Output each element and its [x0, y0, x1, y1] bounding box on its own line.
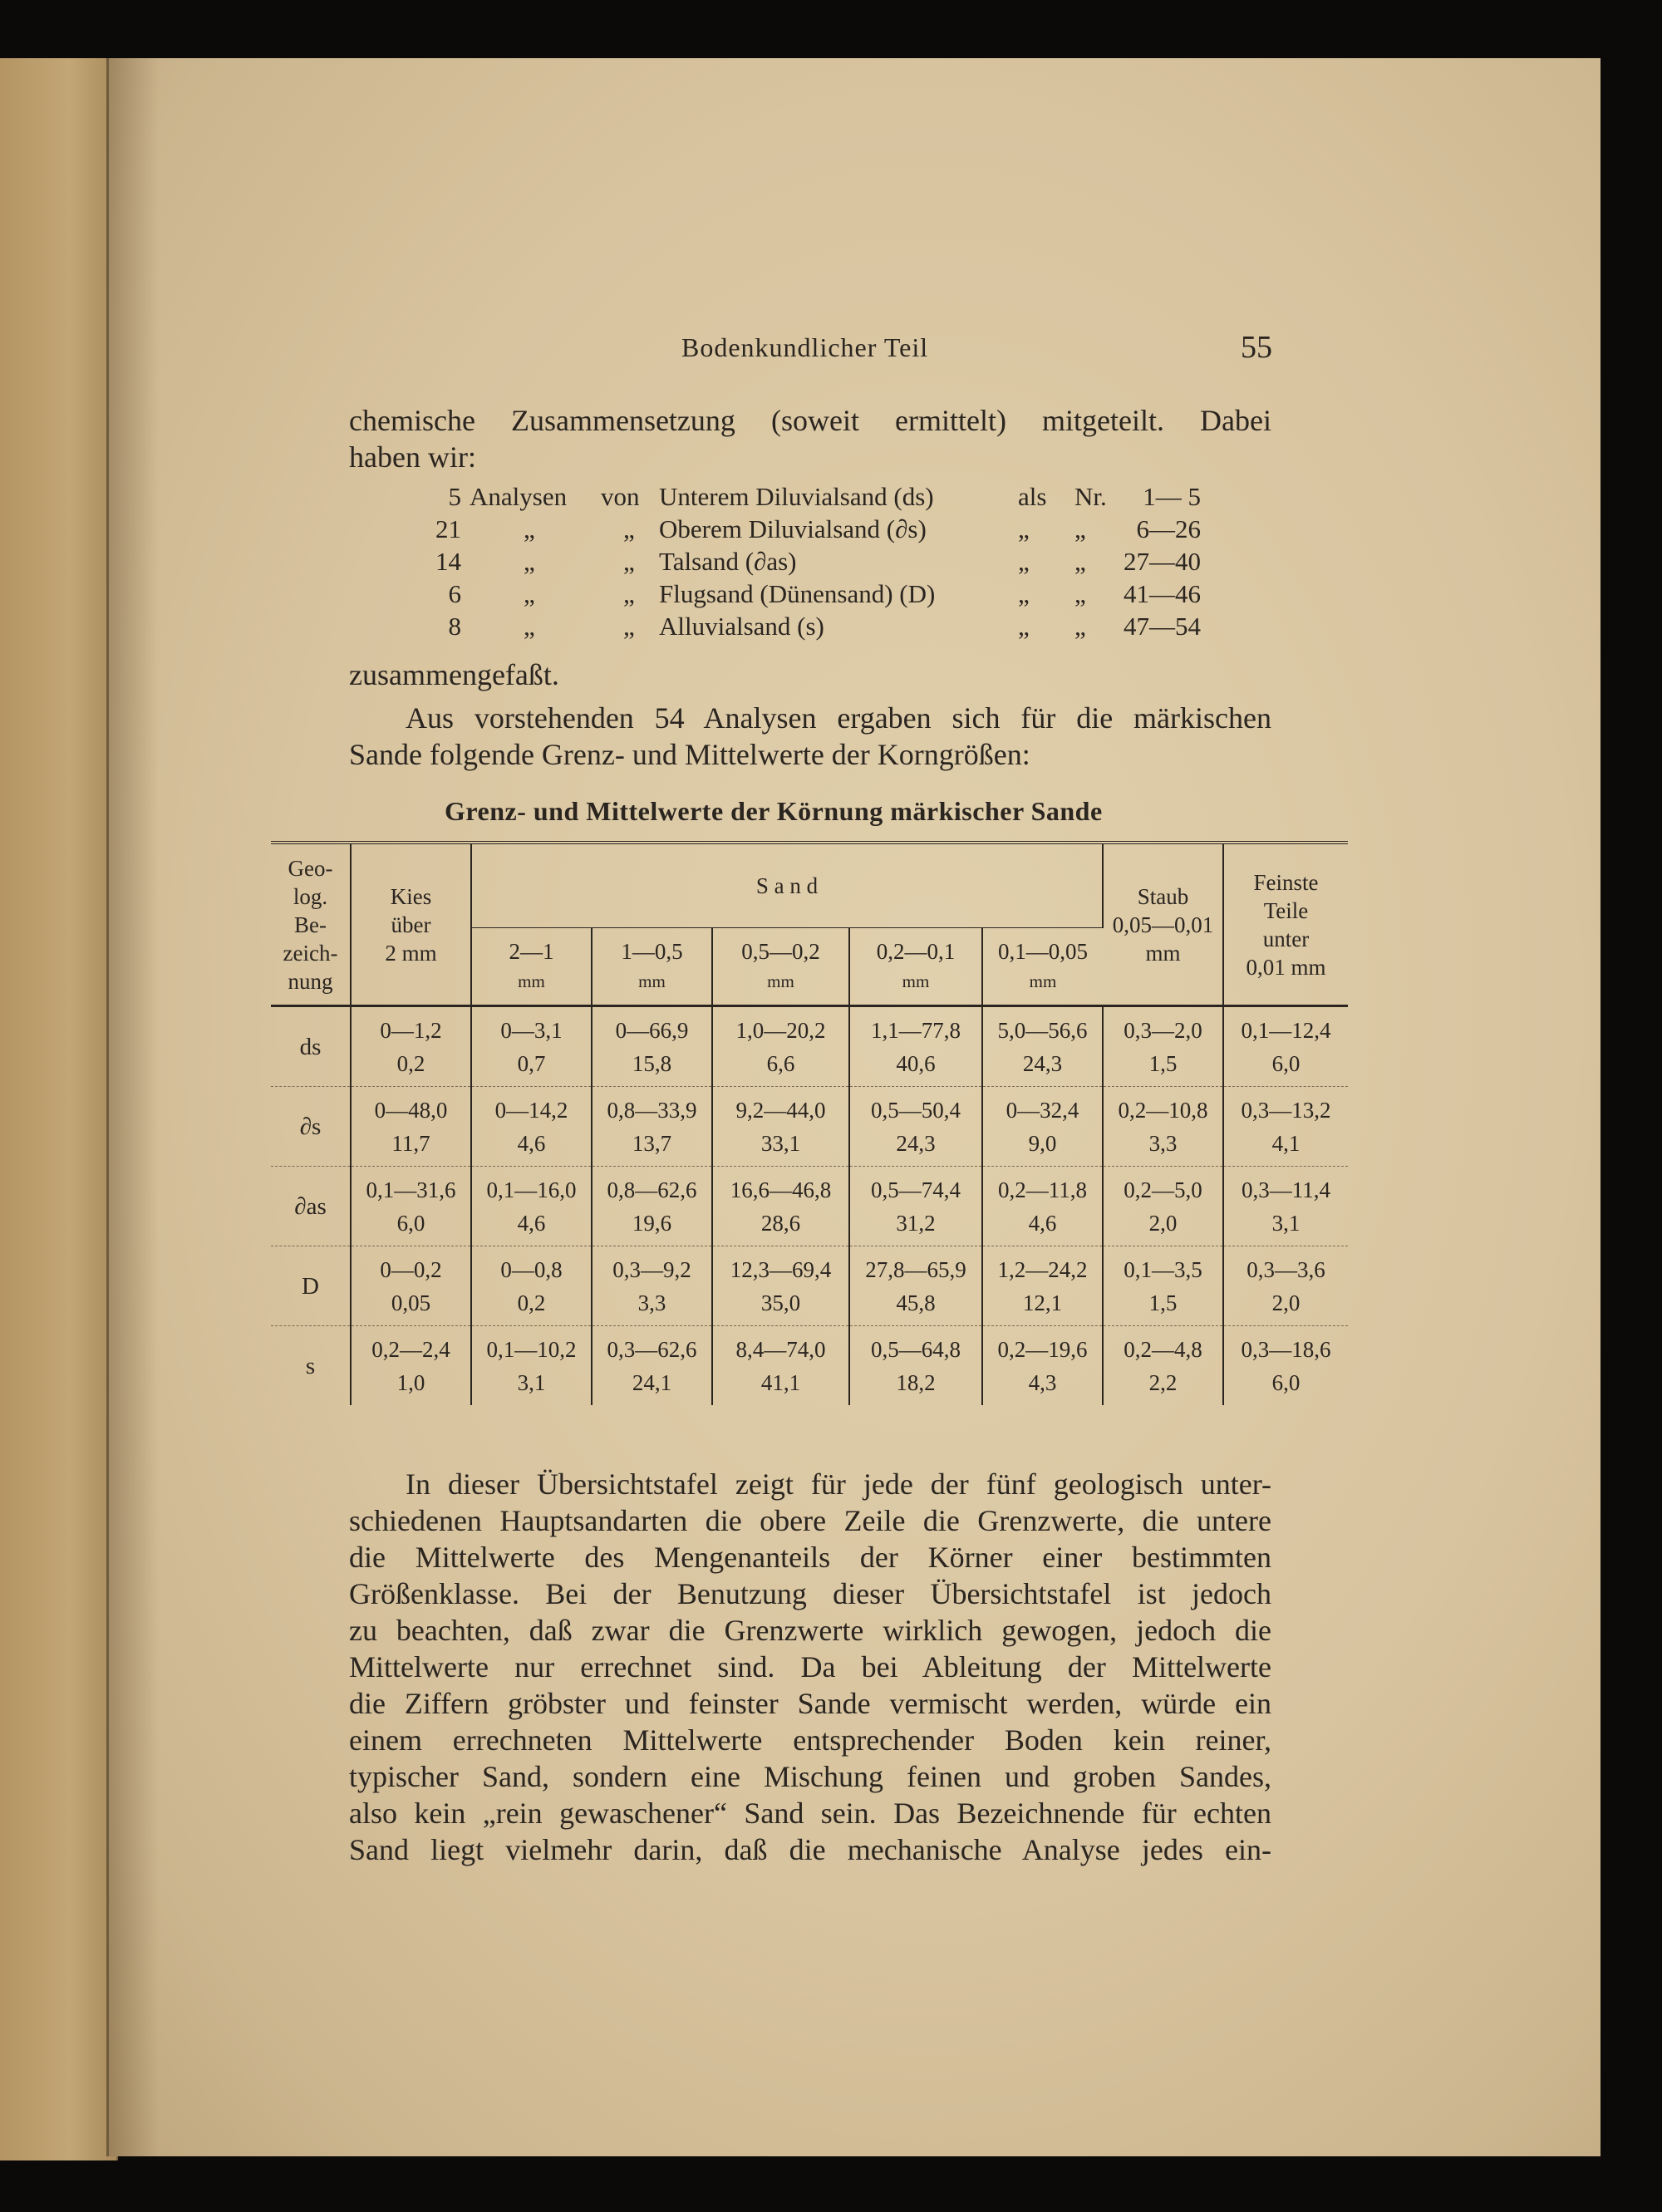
header-sand-02-01: 0,2—0,1 mm [849, 928, 982, 1006]
para2-line-2: Sande folgende Grenz- und Mittelwerte der Korngrößen: [349, 738, 1030, 771]
table-title: Grenz- und Mittelwerte der Körnung märkischer Sande [445, 796, 1103, 826]
page-number: 55 [1241, 330, 1272, 365]
row-label: s [271, 1326, 351, 1406]
intro-line-1: chemische Zusammensetzung (soweit ermittelt) mitgeteilt. Dabei [349, 404, 1271, 437]
running-header: Bodenkundlicher Teil [681, 332, 929, 362]
header-kies: Kies über 2 mm [351, 843, 471, 1006]
intro-line-2: haben wir: [349, 440, 476, 474]
intro-paragraph [349, 402, 1271, 475]
header-staub: Staub 0,05—0,01 mm [1103, 843, 1223, 1006]
para3-line: Sand liegt vielmehr darin, daß die mechanische Analyse jedes ein- [349, 1833, 1271, 1866]
header-sand: S a n d [471, 843, 1103, 928]
left-page-edge [0, 58, 118, 2160]
para3-line: Größenklasse. Bei der Benutzung dieser Übersichtstafel ist jedoch [349, 1577, 1271, 1610]
table-row: ∂as 0,1—31,6 6,0 0,1—16,0 4,6 0,8—62,6 19,6 16,6—46,8 28,6 0,5—74,4 31,2 0,2—11,8 4,6 0,2—5,0 2,0 0,3—11,4 3,1 [271, 1167, 1348, 1246]
para3-line: die Mittelwerte des Mengenanteils der Körner einer bestimmten [349, 1541, 1271, 1574]
para3-line: Mittelwerte nur errechnet sind. Da bei Ableitung der Mittelwerte [349, 1650, 1271, 1684]
paragraph-2 [349, 700, 1271, 773]
header-feinste: Feinste Teile unter 0,01 mm [1223, 843, 1348, 1006]
header-sand-05-02: 0,5—0,2 mm [712, 928, 849, 1006]
table-row: s 0,2—2,4 1,0 0,1—10,2 3,1 0,3—62,6 24,1 8,4—74,0 41,1 0,5—64,8 18,2 0,2—19,6 4,3 0,2—4,8 2,2 0,3—18,6 6,0 [271, 1326, 1348, 1406]
para3-line: also kein „rein gewaschener“ Sand sein. Das Bezeichnende für echten [349, 1797, 1271, 1830]
grain-size-table [271, 841, 1348, 1405]
para3-line: schiedenen Hauptsandarten die obere Zeile die Grenzwerte, die untere [349, 1504, 1271, 1537]
header-sand-2-1: 2—1 mm [471, 928, 592, 1006]
header-sand-1-05: 1—0,5 mm [592, 928, 712, 1006]
para3-line: die Ziffern gröbster und feinster Sande vermischt werden, würde ein [349, 1687, 1271, 1720]
row-label: ∂s [271, 1087, 351, 1167]
para3-line: zu beachten, daß zwar die Grenzwerte wirklich gewogen, jedoch die [349, 1614, 1271, 1647]
header-geolog: Geo- log. Be- zeich- nung [271, 843, 351, 1006]
para3-line: In dieser Übersichtstafel zeigt für jede der fünf geologisch unter- [406, 1467, 1271, 1501]
header-sand-01-005: 0,1—0,05 mm [982, 928, 1103, 1006]
table-row: ∂s 0—48,0 11,7 0—14,2 4,6 0,8—33,9 13,7 9,2—44,0 33,1 0,5—50,4 24,3 0—32,4 9,0 0,2—10,8 3,3 0,3—13,2 4,1 [271, 1087, 1348, 1167]
row-label: ∂as [271, 1167, 351, 1246]
table-row: D 0—0,2 0,05 0—0,8 0,2 0,3—9,2 3,3 12,3—69,4 35,0 27,8—65,9 45,8 1,2—24,2 12,1 0,1—3,5 1,5 0,3—3,6 2,0 [271, 1246, 1348, 1326]
row-label: ds [271, 1006, 351, 1087]
para2-line-1: Aus vorstehenden 54 Analysen ergaben sich für die märkischen [406, 701, 1271, 735]
para3-line: typischer Sand, sondern eine Mischung feinen und groben Sandes, [349, 1760, 1271, 1793]
table-row: ds 0—1,2 0,2 0—3,1 0,7 0—66,9 15,8 1,0—20,2 6,6 1,1—77,8 40,6 5,0—56,6 24,3 0,3—2,0 1,5 0,1—12,4 6,0 [271, 1006, 1348, 1087]
after-list-text: zusammengefaßt. [349, 658, 559, 691]
para3-line: einem errechneten Mittelwerte entsprechender Boden kein reiner, [349, 1723, 1271, 1757]
paragraph-3 [349, 1466, 1271, 1868]
row-label: D [271, 1246, 351, 1326]
